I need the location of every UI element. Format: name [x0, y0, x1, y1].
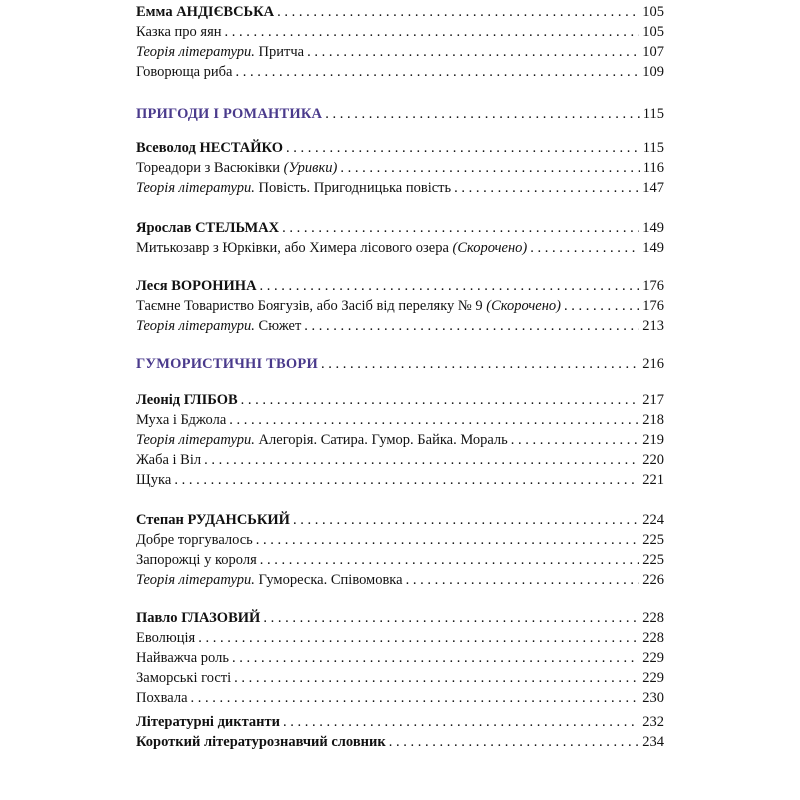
leader-dots [191, 688, 640, 708]
entry-title: Жаба і Віл [136, 452, 202, 468]
leader-dots [236, 62, 640, 82]
leader-dots [511, 430, 639, 450]
leader-dots [325, 104, 640, 124]
leader-dots [277, 2, 639, 22]
entry-title: Леонід ГЛІБОВ [136, 392, 238, 408]
leader-dots [283, 712, 639, 732]
toc-author-row [136, 608, 664, 628]
toc-item-row [136, 648, 664, 668]
leader-dots [293, 510, 639, 530]
page-number: 107 [642, 44, 664, 60]
leader-dots [263, 608, 639, 628]
toc-item-row [136, 570, 664, 590]
leader-dots [282, 218, 639, 238]
entry-title: Запорожці у короля [136, 552, 257, 568]
leader-dots [307, 42, 639, 62]
entry-title: Всеволод НЕСТАЙКО [136, 140, 283, 156]
section-title: ГУМОРИСТИЧНІ ТВОРИ [136, 356, 318, 372]
leader-dots [286, 138, 640, 158]
toc-item-row [136, 296, 664, 316]
page-number: 221 [642, 472, 664, 488]
entry-title: Павло ГЛАЗОВИЙ [136, 610, 261, 626]
entry-title: Похвала [136, 690, 188, 706]
toc-item-row [136, 430, 664, 450]
page-number: 229 [642, 650, 664, 666]
page-number: 116 [642, 160, 664, 176]
leader-dots [454, 178, 639, 198]
section-title: ПРИГОДИ І РОМАНТИКА [136, 106, 323, 122]
leader-dots [174, 470, 639, 490]
toc-item-row [136, 238, 664, 258]
entry-title: Говорюща риба [136, 64, 233, 80]
leader-dots [229, 410, 639, 430]
toc-author-row [136, 2, 664, 22]
leader-dots [304, 316, 639, 336]
leader-dots [256, 530, 639, 550]
page-number: 147 [642, 180, 664, 196]
leader-dots [198, 628, 639, 648]
page-number: 226 [642, 572, 664, 588]
entry-title: Митькозавр з Юрківки, або Химера лісового озера (Скорочено) [136, 240, 528, 256]
page-number: 225 [642, 532, 664, 548]
toc-item-row [136, 470, 664, 490]
page-number: 225 [642, 552, 664, 568]
entry-title: Короткий літературознавчий словник [136, 734, 386, 750]
page-number: 219 [642, 432, 664, 448]
entry-title: Муха і Бджола [136, 412, 227, 428]
toc-item-row [136, 668, 664, 688]
entry-title: Емма АНДІЄВСЬКА [136, 4, 275, 20]
page-number: 149 [642, 220, 664, 236]
leader-dots [204, 450, 639, 470]
leader-dots [564, 296, 639, 316]
entry-title: Тореадори з Васюківки (Уривки) [136, 160, 338, 176]
toc-item-row [136, 410, 664, 430]
page-number: 232 [642, 714, 664, 730]
toc-item-row [136, 42, 664, 62]
toc-item-row [136, 688, 664, 708]
entry-title: Теорія літератури. Алегорія. Сатира. Гумор. Байка. Мораль [136, 432, 508, 448]
leader-dots [241, 390, 640, 410]
toc-bold-row [136, 732, 664, 752]
page-number: 109 [642, 64, 664, 80]
toc-item-row [136, 550, 664, 570]
entry-title: Теорія літератури. Повість. Пригодницька повість [136, 180, 452, 196]
leader-dots [530, 238, 639, 258]
page-number: 216 [642, 356, 664, 372]
page-number: 228 [642, 610, 664, 626]
toc-item-row [136, 316, 664, 336]
page-number: 176 [642, 298, 664, 314]
page-number: 213 [642, 318, 664, 334]
entry-title: Еволюція [136, 630, 196, 646]
entry-title: Теорія літератури. Гумореска. Співомовка [136, 572, 403, 588]
page-number: 149 [642, 240, 664, 256]
toc-item-row [136, 628, 664, 648]
page-number: 176 [642, 278, 664, 294]
leader-dots [232, 648, 639, 668]
page-number: 218 [642, 412, 664, 428]
page-number: 229 [642, 670, 664, 686]
toc-item-row [136, 450, 664, 470]
leader-dots [260, 276, 640, 296]
toc-item-row [136, 178, 664, 198]
entry-title: Найважча роль [136, 650, 229, 666]
leader-dots [260, 550, 640, 570]
toc-author-row [136, 218, 664, 238]
entry-title: Теорія літератури. Сюжет [136, 318, 302, 334]
toc-author-row [136, 390, 664, 410]
toc-bold-row [136, 712, 664, 732]
leader-dots [389, 732, 640, 752]
toc-item-row [136, 62, 664, 82]
entry-title: Щука [136, 472, 172, 488]
entry-title: Леся ВОРОНИНА [136, 278, 257, 294]
page-number: 234 [642, 734, 664, 750]
page-number: 115 [642, 106, 664, 122]
leader-dots [406, 570, 640, 590]
entry-title: Добре торгувалось [136, 532, 253, 548]
page-number: 228 [642, 630, 664, 646]
leader-dots [234, 668, 639, 688]
entry-title: Ярослав СТЕЛЬМАХ [136, 220, 280, 236]
entry-title: Казка про яян [136, 24, 222, 40]
toc-section-row [136, 104, 664, 124]
page-number: 105 [642, 24, 664, 40]
toc-author-row [136, 510, 664, 530]
toc-author-row [136, 138, 664, 158]
toc-item-row [136, 158, 664, 178]
entry-title: Літературні диктанти [136, 714, 281, 730]
page-number: 217 [642, 392, 664, 408]
entry-title: Заморські гості [136, 670, 232, 686]
entry-title: Таємне Товариство Боягузів, або Засіб від переляку № 9 (Скорочено) [136, 298, 561, 314]
entry-title: Теорія літератури. Притча [136, 44, 305, 60]
toc-author-row [136, 276, 664, 296]
leader-dots [321, 354, 639, 374]
leader-dots [340, 158, 639, 178]
toc-item-row [136, 22, 664, 42]
page-number: 105 [642, 4, 664, 20]
toc-item-row [136, 530, 664, 550]
page-number: 224 [642, 512, 664, 528]
page-number: 115 [642, 140, 664, 156]
entry-title: Степан РУДАНСЬКИЙ [136, 512, 290, 528]
toc-section-row [136, 354, 664, 374]
page-number: 220 [642, 452, 664, 468]
page-number: 230 [642, 690, 664, 706]
leader-dots [225, 22, 640, 42]
